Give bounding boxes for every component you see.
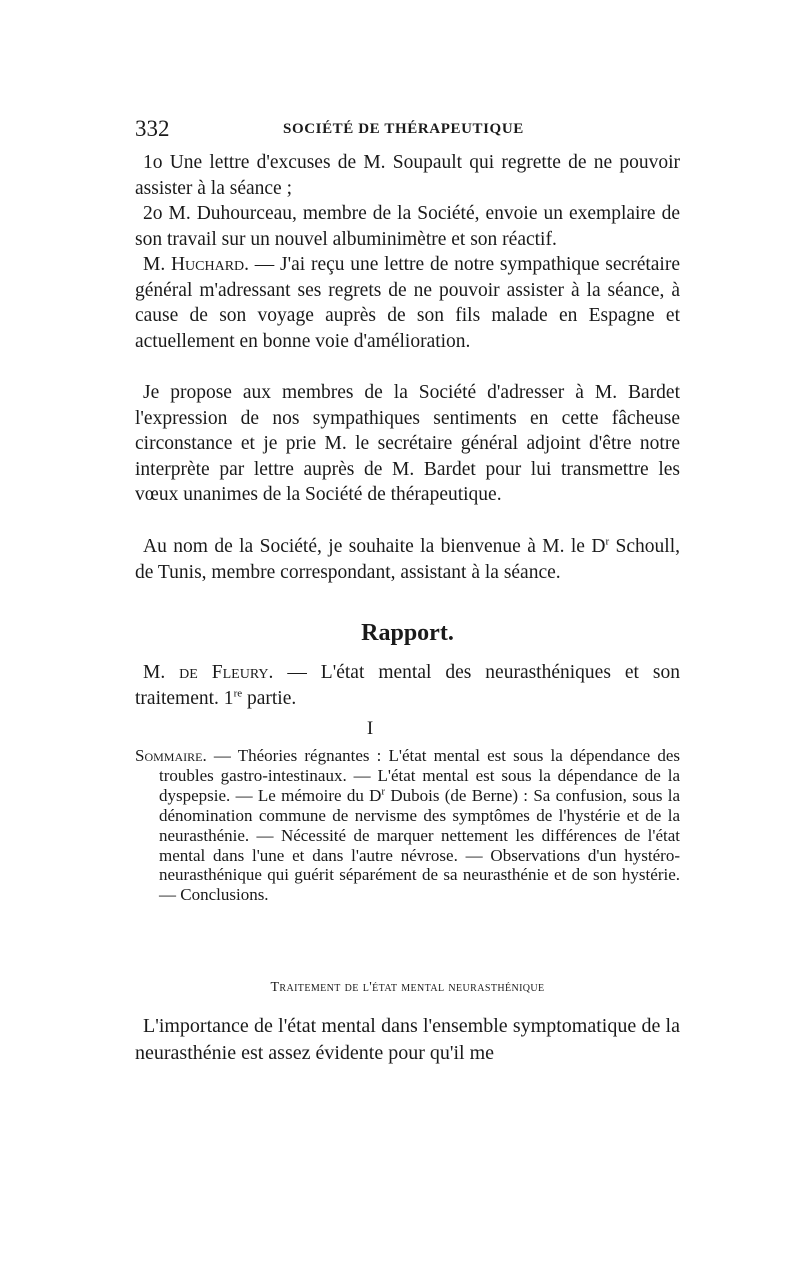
paragraph-bardet: Je propose aux membres de la Société d'adresser à M. Bardet l'expression de nos sympathiques sentiments en cette fâcheuse circonstance et je prie M. le secrétaire général adjoint d'être notre interprète par lettre auprès de M. Bardet pour lui transmettre les vœux unanimes de la Société de thérapeutique. [135,382,680,506]
superscript-re: re [233,687,243,700]
rapport-intro [135,660,680,711]
speaker-name: M. Huchard. [143,254,250,275]
paragraph-huchard-text: — J'ai reçu une lettre de notre sympathique secrétaire général m'adressant ses regrets de ne pouvoir assister à la séance, à cause de son voyage auprès de son fils malade en Espagne et actuellement en bonne voie d'amélioration. [135,254,680,352]
paragraph-welcome-a: Au nom de la Société, je souhaite la bienvenue à M. le D [143,536,606,557]
author-name: Fleury. [211,662,274,683]
section-numeral: I [366,718,374,739]
paragraph-welcome-b: Schoull, de Tunis, membre correspondant, assistant à la séance. [135,536,680,583]
rapport-heading: Rapport. [361,620,454,646]
summary-label: Sommaire. [135,746,207,765]
summary-text-a: — Théories régnantes : L'état mental est sous la dépendance des troubles gastro-intestinaux. — L'état mental est sous la dépendance de la dyspepsie. — Le mémoire du D [159,746,680,805]
section-summary [135,746,680,905]
paragraph-huchard [135,252,680,354]
paragraph-excuse-letter: 1o Une lettre d'excuses de M. Soupault qui regrette de ne pouvoir assister à la séance ; [135,152,680,199]
rapport-intro-b: partie. [242,687,297,709]
paragraph-albuminimeter: 2o M. Duhourceau, membre de la Société, envoie un exemplaire de son travail sur un nouvel albuminimètre et son réactif. [135,203,680,250]
summary-text-b: Dubois (de Berne) : Sa confusion, sous la dénomination commune de nervisme des symptômes de l'hystérie et de la neurasthénie. — Nécessité de marquer nettement les différences de l'état mental dans l'une et dans l'autre névrose. — Observations d'un hystéro-neurasthénique qui guérit séparément de sa neurasthénie et de son hystérie. — Conclusions. [159,785,680,905]
running-title: SOCIÉTÉ DE THÉRAPEUTIQUE [283,121,524,137]
rapport-intro-a: — L'état mental des neurasthéniques et son traitement. 1 [135,662,680,709]
subsection-heading: Traitement de l'état mental neurasthénique [270,980,545,995]
page-number: 332 [135,116,170,141]
paragraph-welcome [135,534,680,585]
final-paragraph: L'importance de l'état mental dans l'ensemble symptomatique de la neurasthénie est assez évidente pour qu'il me [135,1015,680,1064]
author-prefix: M. de [143,662,212,683]
superscript-r: r [605,535,610,548]
summary-superscript: r [381,785,386,798]
running-head [135,116,680,142]
